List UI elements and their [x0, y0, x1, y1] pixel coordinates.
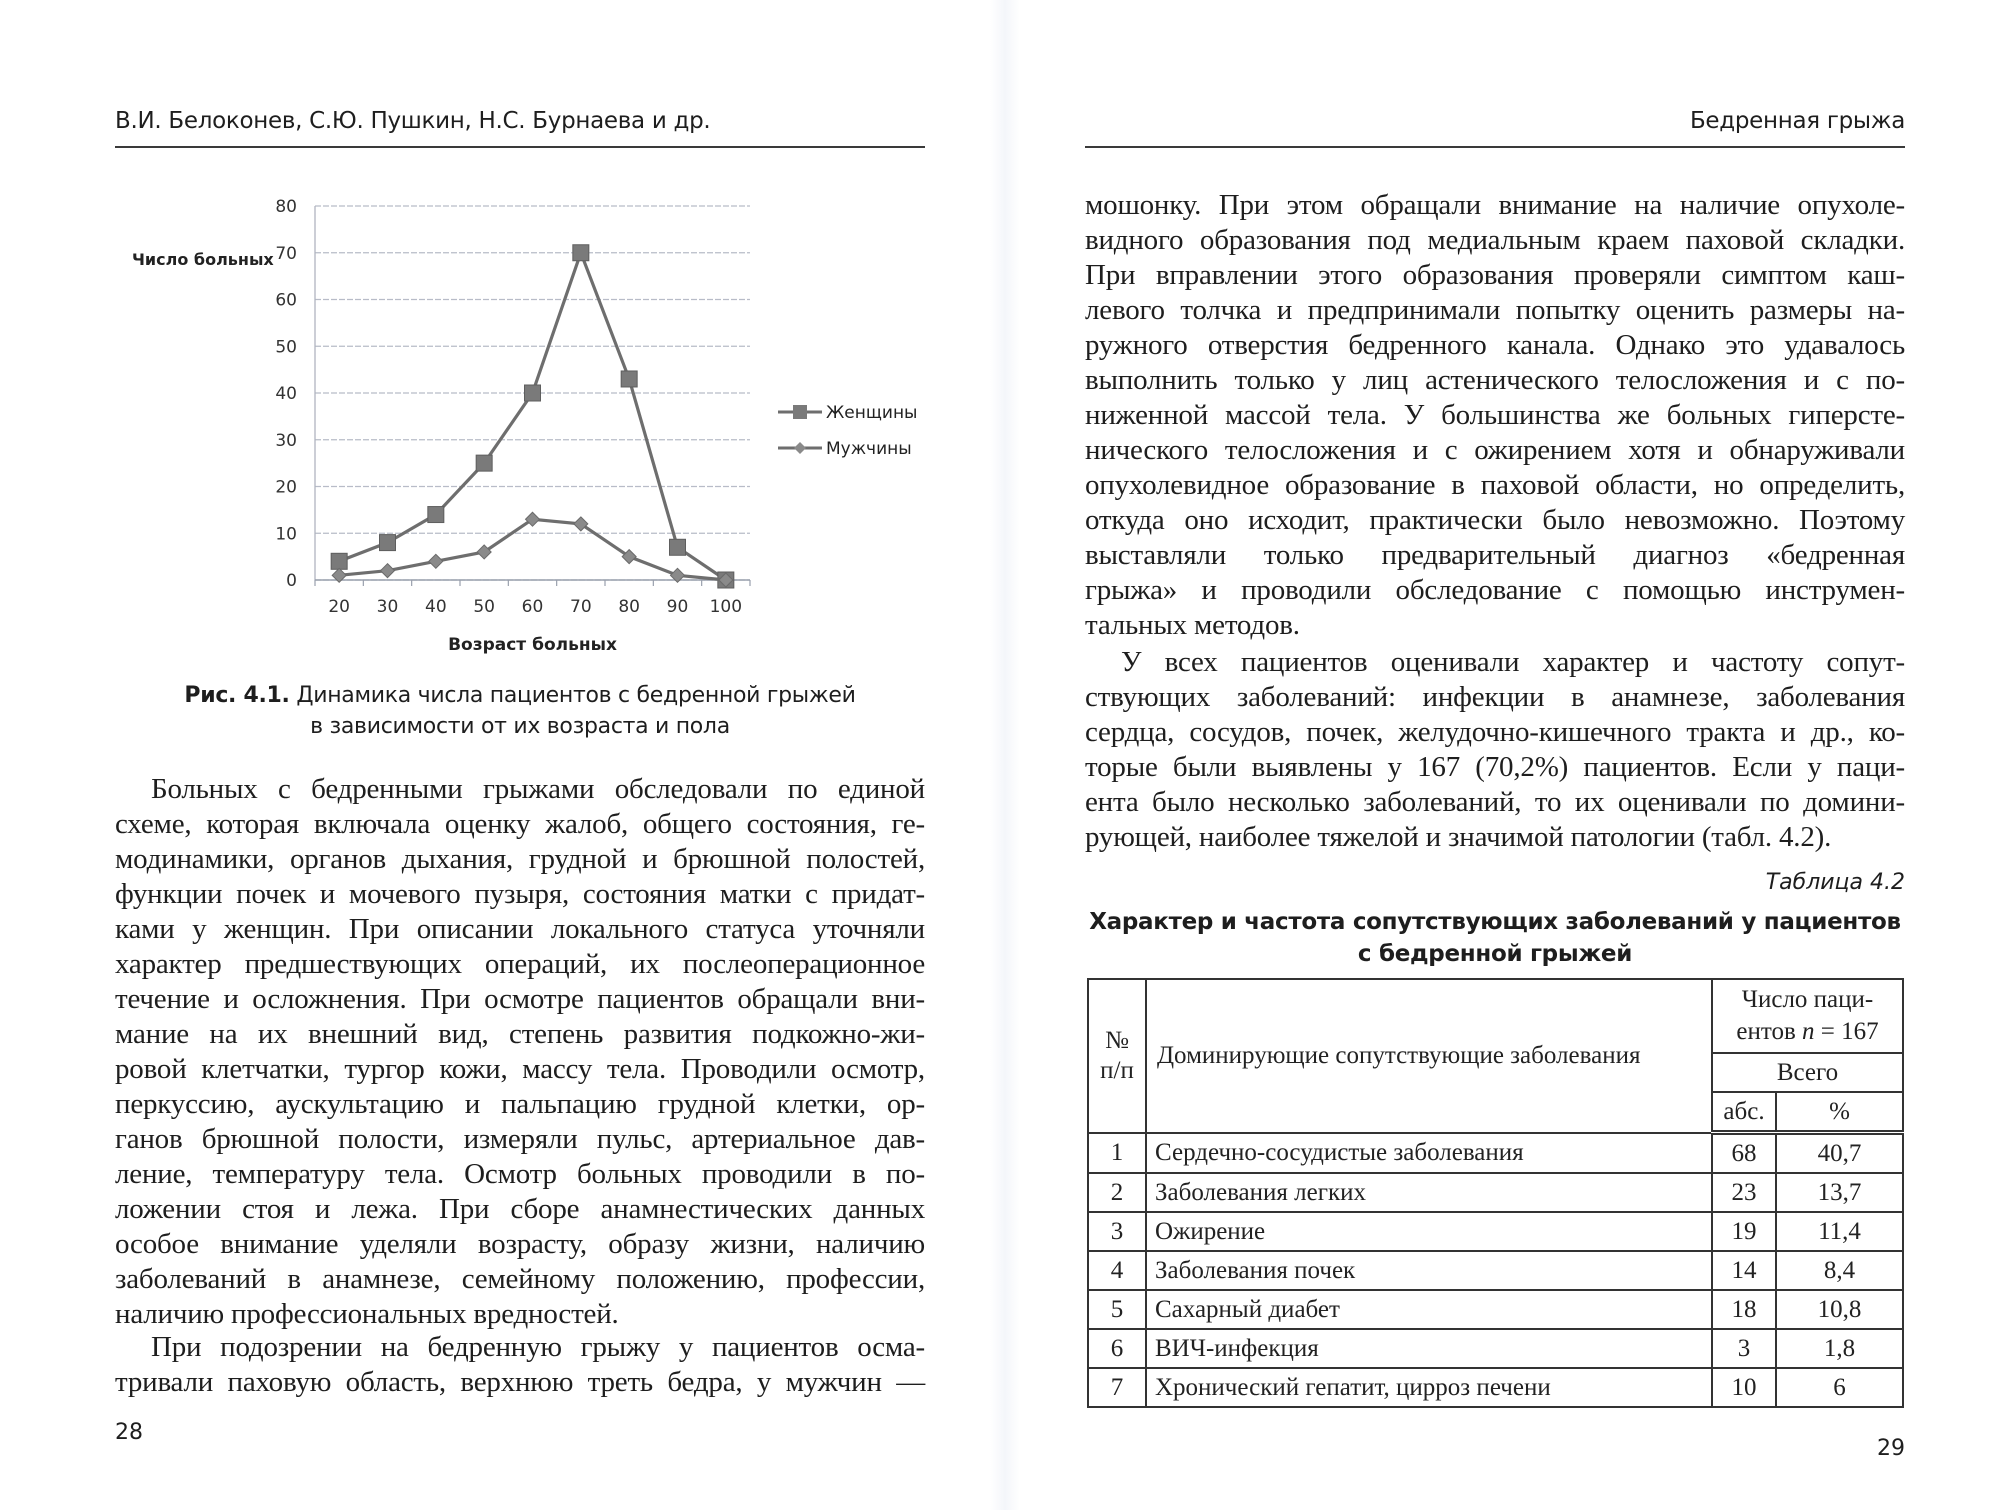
text-line: особое внимание уделяли возрасту, образу жизни, наличию: [115, 1228, 925, 1260]
text-line: мошонку. При этом обращали внимание на наличие опухоле-: [1085, 189, 1905, 221]
y-tick-label: 80: [275, 197, 297, 217]
text-line: нического телосложения и с ожирением хотя и обнаруживали: [1085, 434, 1905, 466]
square-marker-icon: [428, 507, 444, 523]
header-count: [1712, 979, 1903, 1053]
cell-disease: Хронический гепатит, цирроз печени: [1146, 1368, 1712, 1407]
running-head-title: Бедренная грыжа: [1689, 108, 1905, 134]
table-row: [1088, 1173, 1903, 1212]
cell-num: 6: [1088, 1329, 1146, 1368]
text-line: модинамики, органов дыхания, грудной и брюшной полостей,: [115, 843, 925, 875]
x-axis-title: Возраст больных: [448, 635, 617, 655]
table-row: [1088, 1329, 1903, 1368]
text-line: видного образования под медиальным краем паховой складки.: [1085, 224, 1905, 256]
text-line: Больных с бедренными грыжами обследовали по единой: [151, 773, 925, 805]
x-tick-label: 30: [376, 597, 399, 617]
caption-line-2: в зависимости от их возраста и пола: [310, 714, 730, 739]
cell-num: 3: [1088, 1212, 1146, 1251]
caption-line-1: Динамика числа пациентов с бедренной грыжей: [296, 683, 856, 708]
page-number-left: 28: [115, 1420, 143, 1445]
cell-disease: Сердечно-сосудистые заболевания: [1146, 1133, 1712, 1174]
cell-num: 2: [1088, 1173, 1146, 1212]
square-marker-icon: [670, 539, 686, 555]
header-rule: [115, 146, 925, 148]
cell-abs: 14: [1712, 1251, 1776, 1290]
text-line: схеме, которая включала оценку жалоб, общего состояния, ге-: [115, 808, 925, 840]
header-pct: %: [1776, 1092, 1903, 1133]
table-row: [1088, 1290, 1903, 1329]
cell-disease: Ожирение: [1146, 1212, 1712, 1251]
y-tick-label: 30: [275, 430, 297, 451]
text-line: грыжа» и проводили обследование с помощью инструмен-: [1085, 574, 1905, 606]
legend-square-icon: [793, 405, 807, 419]
cell-pct: 40,7: [1776, 1133, 1903, 1174]
square-marker-icon: [476, 455, 492, 471]
square-marker-icon: [621, 371, 637, 387]
cell-abs: 68: [1712, 1133, 1776, 1174]
square-marker-icon: [380, 535, 396, 551]
table-row: [1088, 1212, 1903, 1251]
cell-num: 7: [1088, 1368, 1146, 1407]
cell-num: 1: [1088, 1133, 1146, 1174]
comorbidity-table: [1087, 978, 1904, 1408]
y-tick-label: 70: [275, 243, 297, 264]
header-num-symbol: №: [1105, 1026, 1129, 1054]
text-line: ента было несколько заболеваний, то их оценивали по домини-: [1085, 786, 1905, 818]
series-line-men: [339, 519, 726, 580]
text-line: торые были выявлены у 167 (70,2%) пациентов. Если у паци-: [1085, 751, 1905, 783]
header-count-n: n: [1802, 1018, 1815, 1045]
table-label: Таблица 4.2: [1765, 870, 1905, 895]
text-line: ружного отверстия бедренного канала. Однако это удавалось: [1085, 329, 1905, 361]
y-tick-label: 60: [275, 290, 297, 311]
text-line: выставляли только предварительный диагноз «бедренная: [1085, 539, 1905, 571]
x-tick-label: 60: [521, 597, 544, 617]
header-rule: [1085, 146, 1905, 148]
left-paragraph-1: [115, 772, 925, 1332]
figure-caption: [115, 680, 925, 742]
cell-pct: 8,4: [1776, 1251, 1903, 1290]
cell-abs: 23: [1712, 1173, 1776, 1212]
cell-pct: 13,7: [1776, 1173, 1903, 1212]
legend-label: Мужчины: [826, 439, 912, 459]
text-line: опухолевидное образование в паховой области, но определить,: [1085, 469, 1905, 501]
text-line: тривали паховую область, верхнюю треть бедра, у мужчин —: [115, 1366, 925, 1398]
text-line: ками у женщин. При описании локального статуса уточняли: [115, 913, 925, 945]
cell-num: 5: [1088, 1290, 1146, 1329]
cell-disease: Сахарный диабет: [1146, 1290, 1712, 1329]
table-title-line-2: с бедренной грыжей: [1357, 941, 1633, 967]
running-head-authors: В.И. Белоконев, С.Ю. Пушкин, Н.С. Бурнаева и др.: [115, 108, 711, 134]
cell-abs: 19: [1712, 1212, 1776, 1251]
square-marker-icon: [573, 245, 589, 261]
table-title-line-1: Характер и частота сопутствующих заболеваний у пациентов: [1089, 909, 1901, 935]
cell-pct: 11,4: [1776, 1212, 1903, 1251]
x-tick-label: 70: [570, 597, 592, 617]
cell-abs: 18: [1712, 1290, 1776, 1329]
table-row: [1088, 1368, 1903, 1407]
cell-pct: 6: [1776, 1368, 1903, 1407]
cell-disease: Заболевания почек: [1146, 1251, 1712, 1290]
text-line: ровой клетчатки, тургор кожи, массу тела. Проводили осмотр,: [115, 1053, 925, 1085]
book-gutter: [990, 0, 1020, 1510]
cell-pct: 10,8: [1776, 1290, 1903, 1329]
text-line: функции почек и мочевого пузыря, состояния матки с придат-: [115, 878, 925, 910]
legend-label: Женщины: [826, 403, 918, 423]
header-total: Всего: [1712, 1053, 1903, 1092]
text-line: выполнить только у лиц астенического телосложения и с по-: [1085, 364, 1905, 396]
square-marker-icon: [331, 553, 347, 569]
cell-disease: Заболевания легких: [1146, 1173, 1712, 1212]
text-line: заболеваний в анамнезе, семейному положению, профессии,: [115, 1263, 925, 1295]
text-line: рующей, наиболее тяжелой и значимой патологии (табл. 4.2).: [1085, 821, 1832, 853]
text-line: ложении стоя и лежа. При сборе анамнестических данных: [115, 1193, 925, 1225]
x-tick-label: 80: [618, 597, 640, 617]
page-number-right: 29: [1877, 1436, 1905, 1461]
text-line: ниженной массой тела. У большинства же больных гиперсте-: [1085, 399, 1905, 431]
text-line: наличию профессиональных вредностей.: [115, 1298, 619, 1330]
text-line: При подозрении на бедренную грыжу у пациентов осма-: [151, 1331, 925, 1363]
cell-abs: 3: [1712, 1329, 1776, 1368]
left-paragraph-2: [115, 1330, 925, 1400]
text-line: ление, температуру тела. Осмотр больных проводили в по-: [115, 1158, 925, 1190]
cell-abs: 10: [1712, 1368, 1776, 1407]
header-num: [1088, 979, 1146, 1133]
figure-chart: [110, 180, 930, 670]
y-tick-label: 20: [275, 477, 297, 498]
cell-num: 4: [1088, 1251, 1146, 1290]
header-count-suffix: = 167: [1814, 1018, 1879, 1045]
text-line: левого толчка и предпринимали попытку оценить размеры на-: [1085, 294, 1905, 326]
diamond-marker-icon: [429, 554, 443, 568]
text-line: мание на их внешний вид, степень развития подкожно-жи-: [115, 1018, 925, 1050]
text-line: При вправлении этого образования проверяли симптом каш-: [1085, 259, 1905, 291]
header-abs: абс.: [1712, 1092, 1776, 1133]
comorbidity-table-wrap: [1087, 978, 1904, 1408]
table-title: [1085, 906, 1905, 970]
header-count-line-1: Число паци-: [1741, 986, 1874, 1013]
y-tick-label: 10: [275, 524, 297, 545]
x-tick-label: 50: [473, 597, 495, 617]
text-line: ганов брюшной полости, измеряли пульс, артериальное дав-: [115, 1123, 925, 1155]
text-line: тальных методов.: [1085, 609, 1300, 641]
text-line: сердца, сосудов, почек, желудочно-кишечного тракта и др., ко-: [1085, 716, 1905, 748]
cell-pct: 1,8: [1776, 1329, 1903, 1368]
y-tick-label: 50: [275, 337, 297, 358]
diamond-marker-icon: [381, 564, 395, 578]
right-paragraph-1: [1085, 188, 1905, 643]
line-chart: [110, 180, 930, 670]
x-tick-label: 40: [425, 597, 447, 617]
text-line: откуда оно исходит, практически было невозможно. Поэтому: [1085, 504, 1905, 536]
text-line: перкуссию, аускультацию и пальпацию грудной клетки, ор-: [115, 1088, 925, 1120]
x-tick-label: 90: [666, 597, 689, 617]
text-line: У всех пациентов оценивали характер и частоту сопут-: [1121, 646, 1905, 678]
table-row: [1088, 1251, 1903, 1290]
text-line: ствующих заболеваний: инфекции в анамнезе, заболевания: [1085, 681, 1905, 713]
header-count-line-2: [1719, 1016, 1896, 1048]
header-count-prefix: ентов: [1736, 1018, 1802, 1045]
x-tick-label: 20: [328, 597, 350, 617]
y-tick-label: 0: [286, 571, 297, 591]
header-num-abbrev: п/п: [1100, 1056, 1134, 1084]
square-marker-icon: [525, 385, 541, 401]
x-tick-label: 100: [709, 597, 743, 617]
legend-diamond-icon: [794, 442, 806, 454]
text-line: характер предшествующих операций, их послеоперационное: [115, 948, 925, 980]
y-axis-title: Число больных: [132, 249, 274, 269]
y-tick-label: 40: [275, 384, 297, 404]
series-line-women: [339, 253, 726, 580]
cell-disease: ВИЧ-инфекция: [1146, 1329, 1712, 1368]
figure-number: Рис. 4.1.: [184, 683, 290, 708]
text-line: течение и осложнения. При осмотре пациентов обращали вни-: [115, 983, 925, 1015]
table-row: [1088, 1133, 1903, 1174]
right-paragraph-2: [1085, 645, 1905, 855]
header-disease: Доминирующие сопутствующие заболевания: [1146, 979, 1712, 1133]
